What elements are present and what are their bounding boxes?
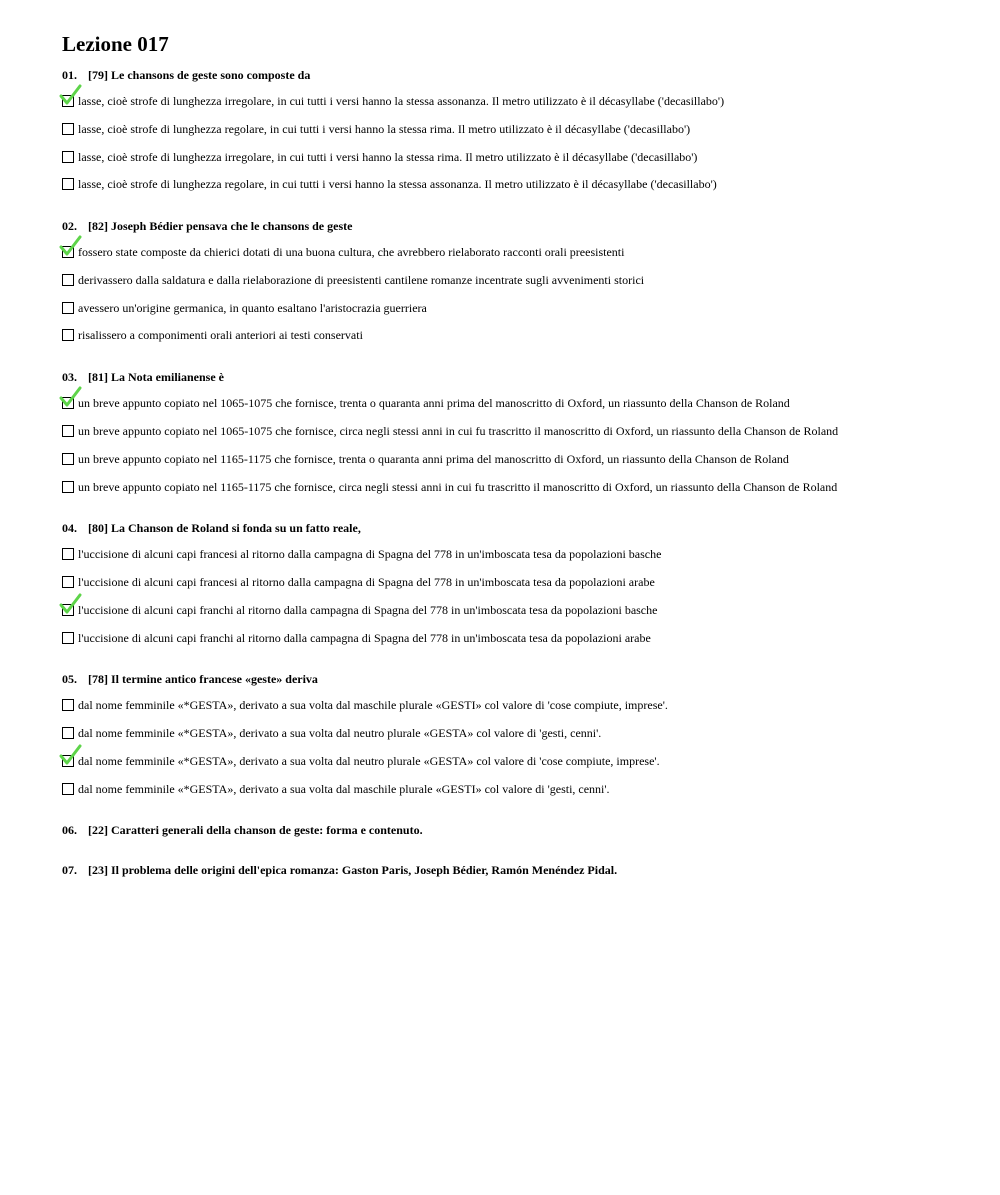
answer-checkbox[interactable]	[62, 727, 74, 739]
answer-checkbox[interactable]	[62, 548, 74, 560]
answer-text: un breve appunto copiato nel 1165-1175 che fornisce, trenta o quaranta anni prima del manoscritto di Oxford, un riassunto della Chanson de Roland	[78, 452, 789, 466]
question-number: 02.	[62, 219, 77, 233]
question-title	[62, 369, 224, 385]
question-number: 05.	[62, 672, 77, 686]
answer-text: un breve appunto copiato nel 1065-1075 che fornisce, trenta o quaranta anni prima del manoscritto di Oxford, un riassunto della Chanson de Roland	[78, 396, 790, 410]
answer-option[interactable]	[62, 574, 655, 590]
answer-checkbox[interactable]	[62, 302, 74, 314]
answer-option[interactable]	[62, 176, 717, 192]
question-number: 06.	[62, 823, 77, 837]
question-title	[62, 218, 352, 234]
question-number: 07.	[62, 863, 77, 877]
answer-text: dal nome femminile «*GESTA», derivato a sua volta dal neutro plurale «GESTA» col valore di 'gesti, cenni'.	[78, 726, 602, 740]
answer-text: risalissero a componimenti orali anteriori ai testi conservati	[78, 328, 363, 342]
answer-option[interactable]	[62, 479, 837, 495]
question-text: [79] Le chansons de geste sono composte da	[88, 68, 311, 82]
answer-checkbox[interactable]	[62, 632, 74, 644]
question-text: [80] La Chanson de Roland si fonda su un fatto reale,	[88, 521, 361, 535]
answer-text: l'uccisione di alcuni capi franchi al ritorno dalla campagna di Spagna del 778 in un'imboscata tesa da popolazioni basche	[78, 603, 658, 617]
answer-checkbox[interactable]	[62, 397, 74, 409]
answer-checkbox[interactable]	[62, 95, 74, 107]
answer-checkbox[interactable]	[62, 246, 74, 258]
answer-checkbox[interactable]	[62, 178, 74, 190]
question-title	[62, 822, 423, 838]
answer-option[interactable]	[62, 327, 363, 343]
answer-text: lasse, cioè strofe di lunghezza irregolare, in cui tutti i versi hanno la stessa rima. Il metro utilizzato è il décasyllabe ('decasillabo')	[78, 150, 698, 164]
question-text: [82] Joseph Bédier pensava che le chansons de geste	[88, 219, 353, 233]
answer-checkbox[interactable]	[62, 783, 74, 795]
answer-checkbox[interactable]	[62, 151, 74, 163]
question-title	[62, 67, 310, 83]
question-number: 01.	[62, 68, 77, 82]
answer-text: dal nome femminile «*GESTA», derivato a sua volta dal maschile plurale «GESTI» col valore di 'cose compiute, imprese'.	[78, 698, 668, 712]
answer-option[interactable]	[62, 630, 651, 646]
answer-checkbox[interactable]	[62, 329, 74, 341]
question-number: 03.	[62, 370, 77, 384]
answer-option[interactable]	[62, 753, 660, 769]
answer-text: l'uccisione di alcuni capi francesi al ritorno dalla campagna di Spagna del 778 in un'imboscata tesa da popolazioni arabe	[78, 575, 655, 589]
answer-option[interactable]	[62, 272, 644, 288]
answer-option[interactable]	[62, 395, 790, 411]
answer-text: l'uccisione di alcuni capi francesi al ritorno dalla campagna di Spagna del 778 in un'imboscata tesa da popolazioni basche	[78, 547, 662, 561]
answer-checkbox[interactable]	[62, 604, 74, 616]
question-title	[62, 862, 617, 878]
answer-checkbox[interactable]	[62, 699, 74, 711]
question-title	[62, 671, 318, 687]
question-text: [78] Il termine antico francese «geste» deriva	[88, 672, 318, 686]
question-text: [81] La Nota emilianense è	[88, 370, 224, 384]
answer-text: dal nome femminile «*GESTA», derivato a sua volta dal neutro plurale «GESTA» col valore di 'cose compiute, imprese'.	[78, 754, 660, 768]
question-text: [22] Caratteri generali della chanson de geste: forma e contenuto.	[88, 823, 423, 837]
answer-text: un breve appunto copiato nel 1065-1075 che fornisce, circa negli stessi anni in cui fu trascritto il manoscritto di Oxford, un riassunto della Chanson de Roland	[78, 424, 839, 438]
answer-option[interactable]	[62, 781, 610, 797]
answer-checkbox[interactable]	[62, 755, 74, 767]
page-title: Lezione 017	[62, 32, 169, 56]
answer-text: un breve appunto copiato nel 1165-1175 che fornisce, circa negli stessi anni in cui fu trascritto il manoscritto di Oxford, un riassunto della Chanson de Roland	[78, 480, 838, 494]
answer-text: l'uccisione di alcuni capi franchi al ritorno dalla campagna di Spagna del 778 in un'imboscata tesa da popolazioni arabe	[78, 631, 651, 645]
answer-option[interactable]	[62, 697, 668, 713]
answer-option[interactable]	[62, 602, 657, 618]
question-title	[62, 520, 361, 536]
answer-text: derivassero dalla saldatura e dalla rielaborazione di preesistenti cantilene romanze incentrate sugli avvenimenti storici	[78, 273, 645, 287]
answer-option[interactable]	[62, 423, 838, 439]
answer-option[interactable]	[62, 149, 697, 165]
answer-option[interactable]	[62, 725, 601, 741]
question-text: [23] Il problema delle origini dell'epica romanza: Gaston Paris, Joseph Bédier, Ramón Menéndez Pidal.	[88, 863, 618, 877]
answer-checkbox[interactable]	[62, 481, 74, 493]
answer-checkbox[interactable]	[62, 576, 74, 588]
answer-text: lasse, cioè strofe di lunghezza regolare, in cui tutti i versi hanno la stessa assonanza. Il metro utilizzato è il décasyllabe ('decasillabo')	[78, 177, 717, 191]
answer-checkbox[interactable]	[62, 425, 74, 437]
answer-option[interactable]	[62, 121, 690, 137]
answer-option[interactable]	[62, 93, 724, 109]
answer-checkbox[interactable]	[62, 453, 74, 465]
answer-text: lasse, cioè strofe di lunghezza regolare, in cui tutti i versi hanno la stessa rima. Il metro utilizzato è il décasyllabe ('decasillabo')	[78, 122, 691, 136]
question-number: 04.	[62, 521, 77, 535]
answer-checkbox[interactable]	[62, 123, 74, 135]
answer-text: dal nome femminile «*GESTA», derivato a sua volta dal maschile plurale «GESTI» col valore di 'gesti, cenni'.	[78, 782, 610, 796]
answer-text: avessero un'origine germanica, in quanto esaltano l'aristocrazia guerriera	[78, 301, 427, 315]
answer-option[interactable]	[62, 451, 789, 467]
answer-option[interactable]	[62, 546, 661, 562]
answer-option[interactable]	[62, 300, 427, 316]
answer-option[interactable]	[62, 244, 624, 260]
answer-text: lasse, cioè strofe di lunghezza irregolare, in cui tutti i versi hanno la stessa assonanza. Il metro utilizzato è il décasyllabe ('decasillabo')	[78, 94, 725, 108]
answer-checkbox[interactable]	[62, 274, 74, 286]
answer-text: fossero state composte da chierici dotati di una buona cultura, che avrebbero rielaborato racconti orali preesistenti	[78, 245, 625, 259]
